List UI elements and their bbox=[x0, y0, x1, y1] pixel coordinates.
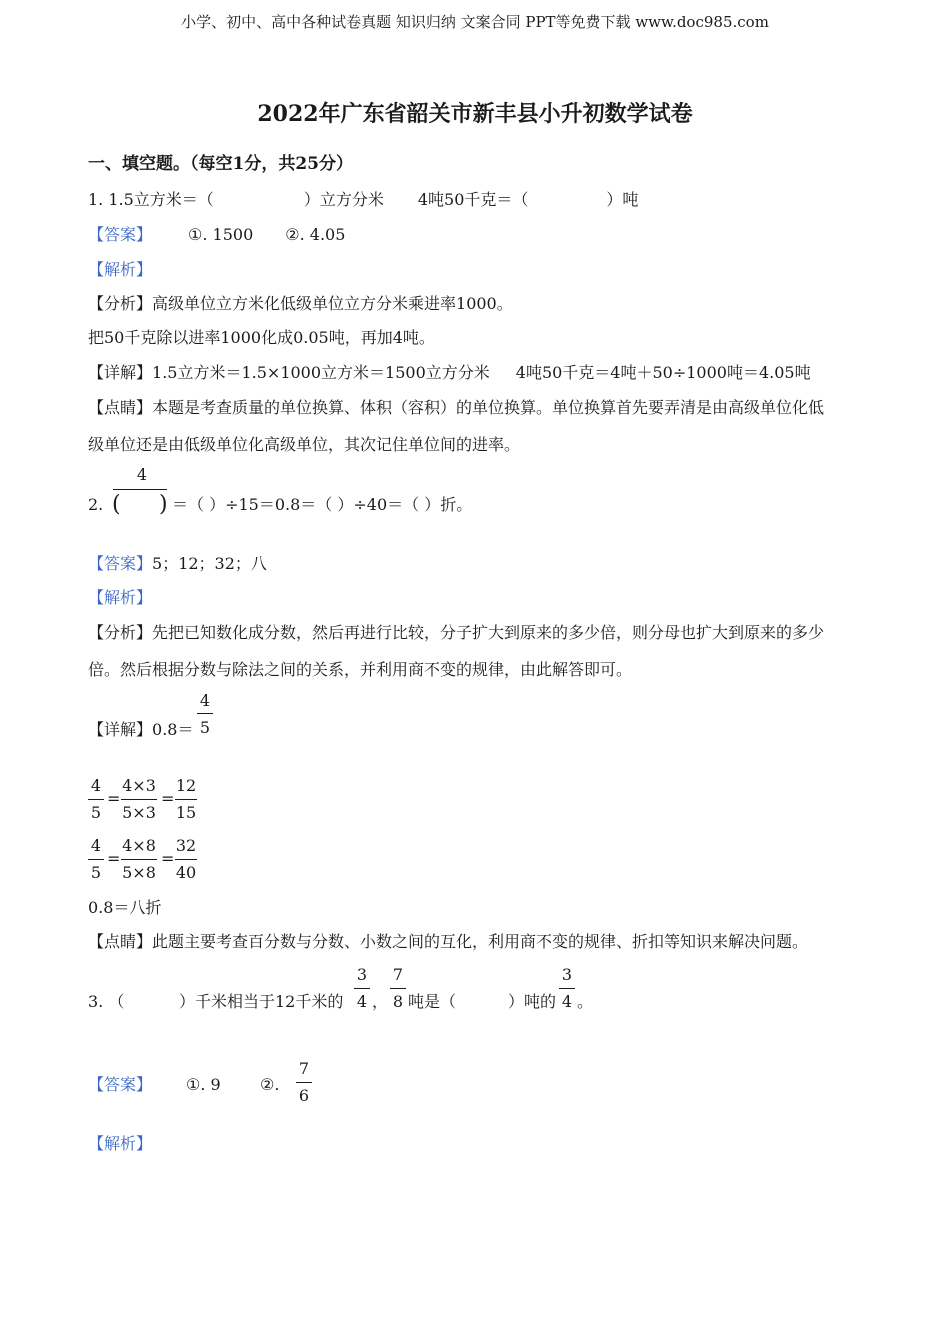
q2-analysis-label: 【解析】 bbox=[88, 588, 153, 607]
q1-tip-1: 本题是考查质量的单位换算、体积（容积）的单位换算。单位换算首先要弄清是由高级单位化低 bbox=[152, 398, 825, 417]
q3-part-c: ， bbox=[372, 992, 389, 1011]
q3-frac2-num: 7 bbox=[392, 965, 404, 984]
q2-paren-open: ( bbox=[112, 492, 121, 517]
q3-part-f: 。 bbox=[577, 992, 594, 1011]
q2-tip bbox=[88, 932, 808, 952]
q2-conclusion: 0.8＝八折 bbox=[88, 898, 162, 917]
q3-frac2-den: 8 bbox=[392, 992, 404, 1011]
q1-part-a: 1. 1.5立方米＝（ bbox=[88, 190, 214, 209]
q3-frac3-bar bbox=[559, 988, 575, 989]
q2-detail-prefix: 0.8＝ bbox=[152, 720, 194, 739]
eq1-bar-3 bbox=[175, 799, 197, 800]
page-header: 小学、初中、高中各种试卷真题 知识归纳 文案合同 PPT等免费下载 www.doc985.com bbox=[181, 13, 769, 31]
q2-detail-denominator: 5 bbox=[199, 718, 211, 737]
q2-detail-bar bbox=[197, 713, 213, 714]
q3-frac1-den: 4 bbox=[356, 992, 368, 1011]
q1-tip bbox=[88, 398, 824, 418]
eq2-den-1: 5 bbox=[90, 863, 102, 882]
eq2-num-2: 4×8 bbox=[122, 836, 156, 855]
eq2-den-3: 40 bbox=[175, 863, 197, 882]
q3-part-a: 3. （ bbox=[88, 992, 125, 1011]
q3-frac3-den: 4 bbox=[561, 992, 573, 1011]
eq1-bar-2 bbox=[121, 799, 157, 800]
answer-label: 【答案】 bbox=[88, 225, 153, 244]
q2-answer bbox=[88, 554, 267, 574]
q3-frac2-bar bbox=[390, 988, 406, 989]
detail-label: 【详解】 bbox=[88, 720, 153, 739]
q3-answer-frac-num: 7 bbox=[298, 1059, 310, 1078]
eq1-sign-2: = bbox=[161, 789, 175, 808]
q3-part-d: 吨是（ bbox=[408, 992, 457, 1011]
q2-paren-close: ) bbox=[159, 492, 168, 517]
q2-number: 2. bbox=[88, 495, 104, 514]
q3-frac3-num: 3 bbox=[561, 965, 573, 984]
eq1-num-2: 4×3 bbox=[122, 776, 156, 795]
eq1-num-1: 4 bbox=[90, 776, 102, 795]
eq1-bar-1 bbox=[88, 799, 104, 800]
q1-fenxi-text: 高级单位立方米化低级单位立方分米乘进率1000。 bbox=[152, 294, 513, 313]
q2-rest: ＝（ ）÷15＝0.8＝（ ）÷40＝（ ）折。 bbox=[172, 495, 473, 514]
fenxi-label: 【分析】 bbox=[88, 623, 153, 642]
q2-detail bbox=[88, 720, 193, 740]
page-title: 2022年广东省韶关市新丰县小升初数学试卷 bbox=[257, 101, 693, 127]
q2-answer-text: 5；12；32；八 bbox=[152, 554, 267, 573]
eq1-den-2: 5×3 bbox=[122, 803, 156, 822]
tip-label: 【点睛】 bbox=[88, 398, 153, 417]
eq2-sign-1: = bbox=[107, 849, 121, 868]
q1-answer bbox=[88, 225, 345, 245]
q1-fenxi bbox=[88, 294, 513, 314]
q3-analysis-label: 【解析】 bbox=[88, 1134, 153, 1153]
eq2-bar-3 bbox=[175, 859, 197, 860]
q1-detail bbox=[88, 363, 811, 383]
q3-answer-2: ②. bbox=[260, 1075, 280, 1094]
q1-detail-2: 4吨50千克＝4吨＋50÷1000吨＝4.05吨 bbox=[515, 363, 811, 382]
q1-answer-1: ①. 1500 bbox=[188, 225, 254, 244]
q3-part-e: ）吨的 bbox=[508, 992, 557, 1011]
q1-fenxi-2: 把50千克除以进率1000化成0.05吨，再加4吨。 bbox=[88, 328, 435, 347]
eq2-num-1: 4 bbox=[90, 836, 102, 855]
eq2-den-2: 5×8 bbox=[122, 863, 156, 882]
q1-detail-1: 1.5立方米＝1.5×1000立方米＝1500立方分米 bbox=[152, 363, 490, 382]
q2-fenxi bbox=[88, 623, 824, 643]
eq2-num-3: 32 bbox=[175, 836, 197, 855]
q1-part-d: ）吨 bbox=[606, 190, 639, 209]
fenxi-label: 【分析】 bbox=[88, 294, 153, 313]
eq1-den-1: 5 bbox=[90, 803, 102, 822]
q1-part-c: 4吨50千克＝（ bbox=[417, 190, 529, 209]
section-heading: 一、填空题。（每空1分，共25分） bbox=[88, 154, 353, 174]
q3-answer-frac-bar bbox=[296, 1082, 312, 1083]
answer-label: 【答案】 bbox=[88, 554, 153, 573]
answer-label: 【答案】 bbox=[88, 1075, 153, 1094]
eq2-bar-1 bbox=[88, 859, 104, 860]
q3-frac1-num: 3 bbox=[356, 965, 368, 984]
question-1 bbox=[88, 190, 638, 210]
q2-fenxi-2: 倍。然后根据分数与除法之间的关系，并利用商不变的规律，由此解答即可。 bbox=[88, 660, 633, 679]
q2-tip-text: 此题主要考查百分数与分数、小数之间的互化，利用商不变的规律、折扣等知识来解决问题。 bbox=[152, 932, 809, 951]
q3-answer-frac-den: 6 bbox=[298, 1086, 310, 1105]
eq1-sign-1: = bbox=[107, 789, 121, 808]
q2-fraction-numerator: 4 bbox=[136, 465, 148, 484]
q2-fraction-bar bbox=[113, 489, 167, 490]
q3-frac1-bar bbox=[354, 988, 370, 989]
q3-answer-1: ①. 9 bbox=[186, 1075, 221, 1094]
q2-fenxi-text: 先把已知数化成分数，然后再进行比较，分子扩大到原来的多少倍，则分母也扩大到原来的多少 bbox=[152, 623, 825, 642]
detail-label: 【详解】 bbox=[88, 363, 153, 382]
eq1-den-3: 15 bbox=[175, 803, 197, 822]
q3-part-b: ）千米相当于12千米的 bbox=[179, 992, 344, 1011]
q1-answer-2: ②. 4.05 bbox=[285, 225, 346, 244]
eq1-num-3: 12 bbox=[175, 776, 197, 795]
q2-detail-numerator: 4 bbox=[199, 691, 211, 710]
eq2-bar-2 bbox=[121, 859, 157, 860]
q1-tip-2: 级单位还是由低级单位化高级单位，其次记住单位间的进率。 bbox=[88, 435, 521, 454]
tip-label: 【点睛】 bbox=[88, 932, 153, 951]
q1-analysis-label: 【解析】 bbox=[88, 260, 153, 279]
eq2-sign-2: = bbox=[161, 849, 175, 868]
q1-part-b: ）立方分米 bbox=[303, 190, 384, 209]
